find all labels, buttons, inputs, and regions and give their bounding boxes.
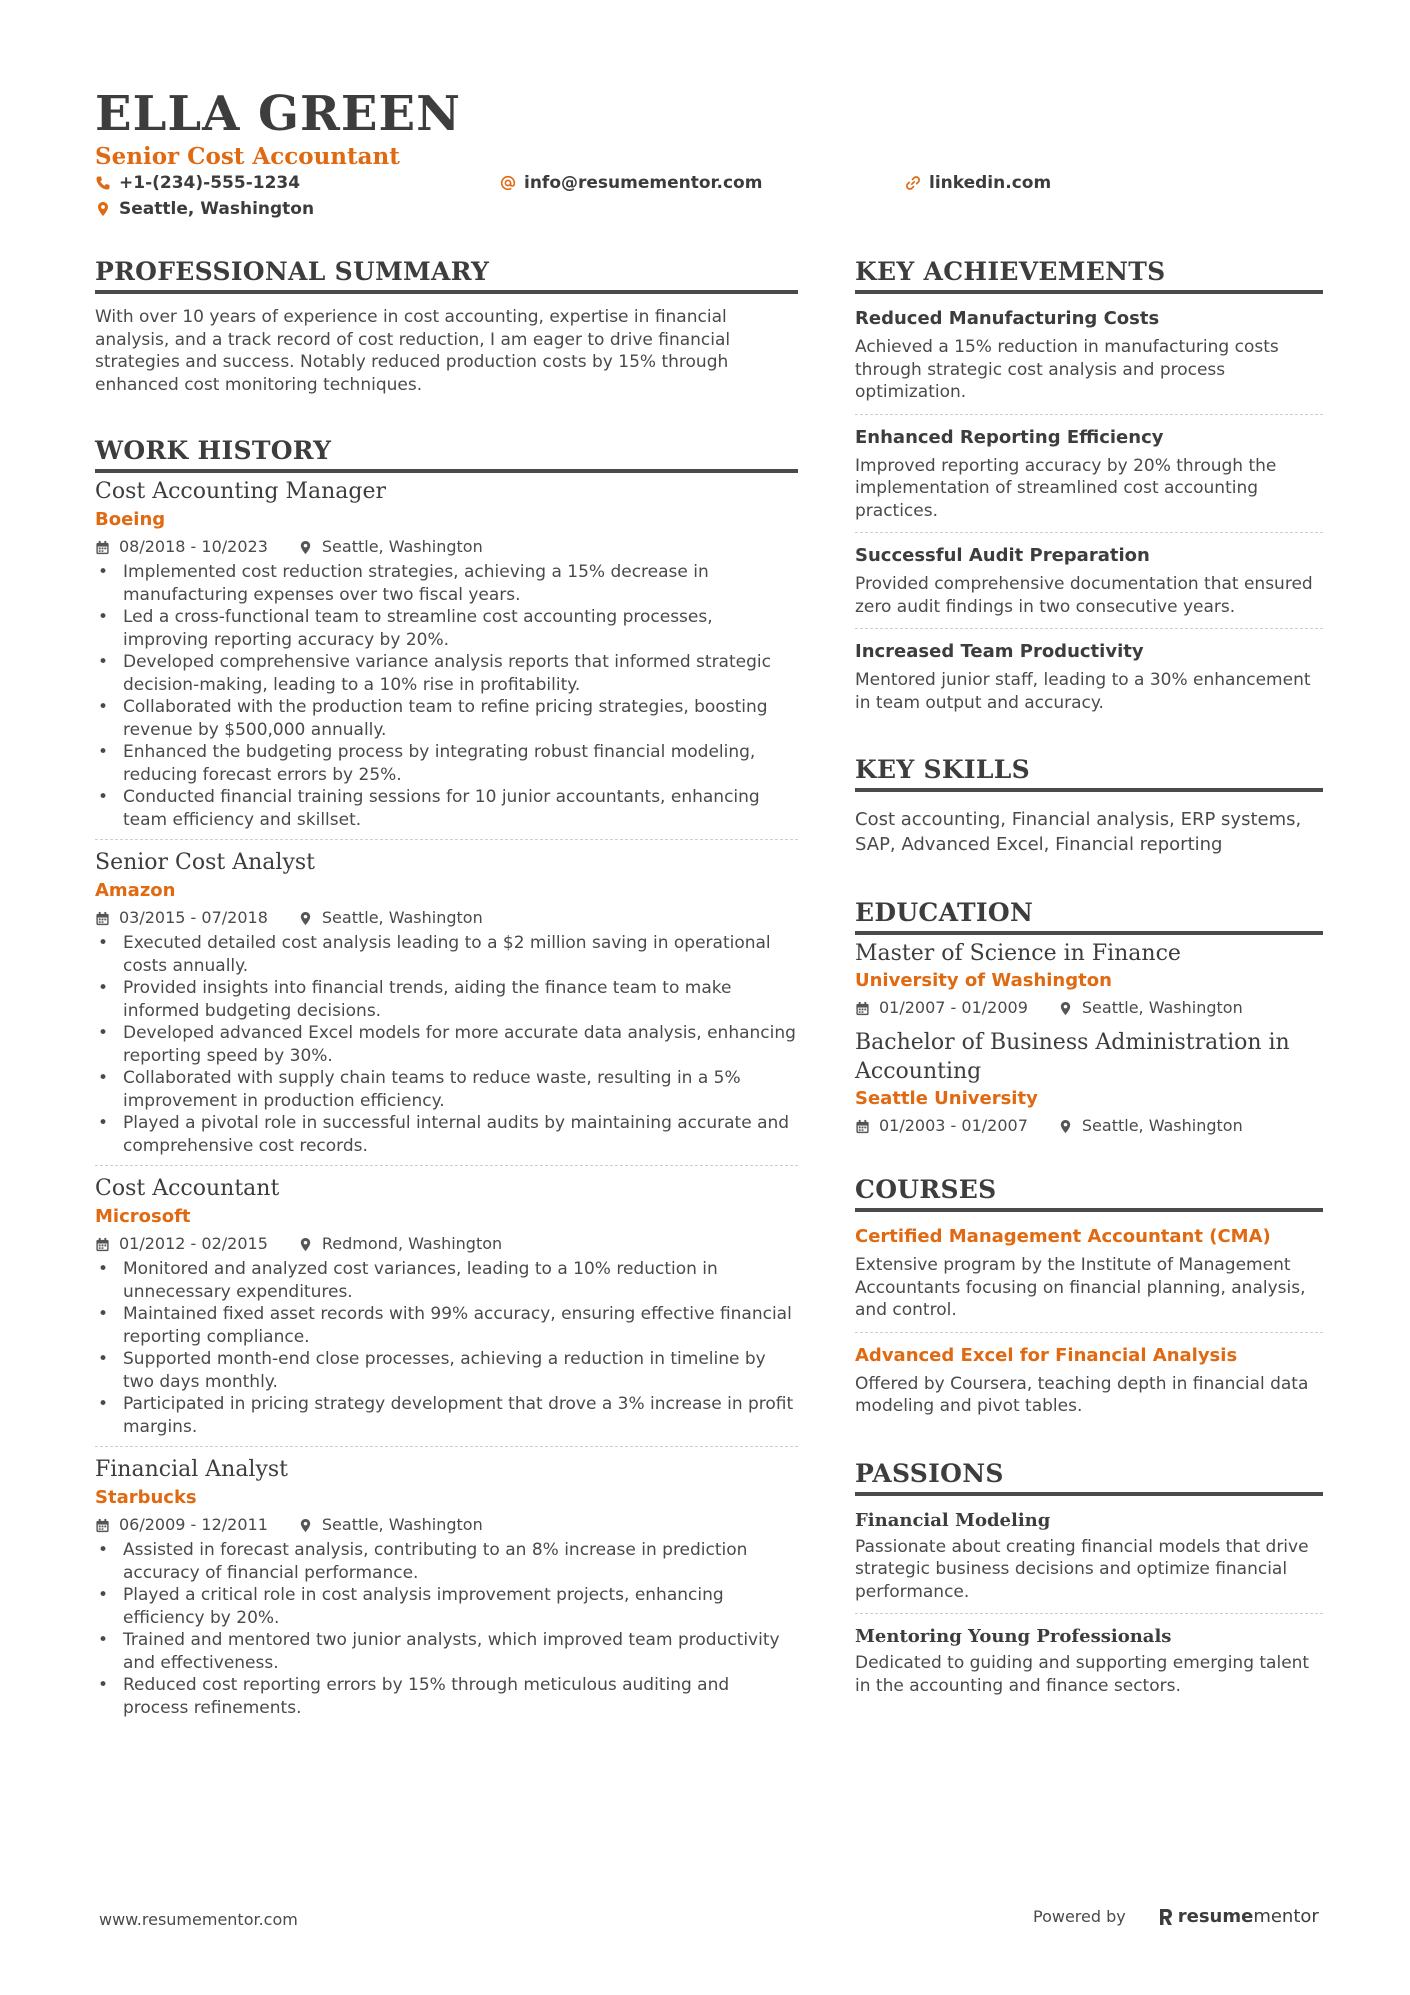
passions-section [855,1458,1323,1698]
work-heading: WORK HISTORY [95,435,798,473]
achievement-title: Enhanced Reporting Efficiency [855,426,1164,448]
resumementor-logo-icon [1158,1907,1174,1927]
achievement-text: Improved reporting accuracy by 20% through the implementation of streamlined cost accounting practices. [855,455,1277,521]
bullet-item: • Executed detailed cost analysis leading to a $2 million saving in operational costs annually. [123,932,798,977]
education-heading: EDUCATION [855,897,1323,935]
skills-heading: KEY SKILLS [855,754,1323,792]
contact-linkedin[interactable] [905,172,1051,194]
contact-email[interactable] [500,172,762,194]
calendar-icon [855,1119,870,1134]
course-title: Certified Management Accountant (CMA) [855,1226,1271,1247]
job-title: Financial Analyst [95,1457,289,1482]
job-company: Microsoft [95,1206,191,1227]
job-location: Seattle, Washington [321,537,483,556]
summary-heading: PROFESSIONAL SUMMARY [95,256,798,294]
divider [855,1332,1323,1333]
job-dates: 06/2009 - 12/2011 [119,1515,268,1534]
job-company: Boeing [95,509,166,530]
divider [95,1446,798,1447]
job-title: Cost Accountant [95,1176,280,1201]
bullet-item: • Led a cross-functional team to streamline cost accounting processes, improving reporting accuracy by 20%. [123,606,798,651]
job-company: Starbucks [95,1487,197,1508]
course-title: Advanced Excel for Financial Analysis [855,1344,1238,1366]
brand-light: mentor [1253,1906,1319,1927]
passion-text: Dedicated to guiding and supporting emerging talent in the accounting and finance sectors. [855,1653,1310,1696]
divider [95,839,798,840]
job-company: Amazon [95,880,176,901]
bullet-item: • Assisted in forecast analysis, contributing to an 8% increase in prediction accuracy of financial performance. [123,1539,798,1584]
calendar-icon [95,540,110,555]
divider [855,628,1323,629]
education-dates: 01/2007 - 01/2009 [879,998,1028,1017]
bullet-item: • Enhanced the budgeting process by integrating robust financial modeling, reducing forecast errors by 25%. [123,741,798,786]
degree-title: Master of Science in Finance [855,941,1181,966]
calendar-icon [855,1001,870,1016]
right-column [855,256,1323,1697]
link-icon [905,175,921,191]
education-location: Seattle, Washington [1081,1116,1243,1135]
job-dates: 01/2012 - 02/2015 [119,1234,268,1253]
achievement-text: Provided comprehensive documentation that ensured zero audit findings in two consecutive years. [855,574,1313,617]
phone-icon [95,175,111,191]
education-section [855,897,1323,1138]
bullet-item: • Trained and mentored two junior analysts, which improved team productivity and effectiveness. [123,1629,798,1674]
location-text: Seattle, Washington [119,199,315,219]
divider [855,1613,1323,1614]
bullet-item: • Supported month-end close processes, achieving a reduction in timeline by two days monthly. [123,1348,798,1393]
courses-section [855,1174,1323,1418]
degree-title: Bachelor of Business Administration in Accounting [855,1030,1290,1084]
bullet-item: • Collaborated with supply chain teams to reduce waste, resulting in a 5% improvement in production efficiency. [123,1067,798,1112]
job-bullets [95,1258,798,1438]
job-title: Cost Accounting Manager [95,479,386,504]
job-meta [95,1513,798,1537]
bullet-item: • Monitored and analyzed cost variances, leading to a 10% reduction in unnecessary expenditures. [123,1258,798,1303]
contact-location [95,198,314,220]
bullet-item: • Played a pivotal role in successful internal audits by maintaining accurate and comprehensive cost records. [123,1112,798,1157]
achievement-item [855,306,1323,404]
job-location: Seattle, Washington [321,908,483,927]
job-bullets [95,1539,798,1719]
bullet-item: • Reduced cost reporting errors by 15% through meticulous auditing and process refinements. [123,1674,798,1719]
skills-section [855,754,1323,857]
candidate-name: ELLA GREEN [95,86,461,142]
summary-section [95,256,798,396]
education-item [855,939,1323,1020]
job-bullets [95,932,798,1157]
linkedin-text: linkedin.com [929,173,1052,193]
phone-text: +1-(234)-555-1234 [119,173,301,193]
bullet-item: • Conducted financial training sessions for 10 junior accountants, enhancing team efficiency and skillset. [123,786,798,831]
calendar-icon [95,1518,110,1533]
education-meta [855,1114,1323,1138]
education-item [855,1028,1323,1138]
job-title: Senior Cost Analyst [95,850,316,875]
school-name: University of Washington [855,970,1112,991]
bullet-item: • Developed comprehensive variance analysis reports that informed strategic decision-making, leading to a 10% rise in profitability. [123,651,798,696]
course-item [855,1343,1323,1418]
job-location: Seattle, Washington [321,1515,483,1534]
passion-title: Mentoring Young Professionals [855,1626,1172,1647]
location-pin-icon [95,201,111,217]
job-meta [95,906,798,930]
skills-text: Cost accounting, Financial analysis, ERP systems, SAP, Advanced Excel, Financial reporting [855,809,1302,855]
job-bullets [95,561,798,831]
bullet-item: • Maintained fixed asset records with 99% accuracy, ensuring effective financial reporting compliance. [123,1303,798,1348]
course-text: Extensive program by the Institute of Management Accountants focusing on financial planning, analysis, and control. [855,1255,1306,1320]
location-pin-icon [1058,1119,1073,1134]
contact-phone [95,172,300,194]
footer-powered [1033,1906,1319,1927]
passion-text: Passionate about creating financial models that drive strategic business decisions and optimize financial performance. [855,1536,1309,1602]
bullet-item: • Developed advanced Excel models for more accurate data analysis, enhancing reporting speed by 30%. [123,1022,798,1067]
work-section [95,435,798,1719]
location-pin-icon [298,1518,313,1533]
footer-website[interactable]: www.resumementor.com [99,1910,298,1929]
achievement-title: Increased Team Productivity [855,641,1144,662]
achievements-heading: KEY ACHIEVEMENTS [855,256,1323,294]
school-name: Seattle University [855,1088,1038,1109]
education-meta [855,996,1323,1020]
bullet-item: • Collaborated with the production team to refine pricing strategies, boosting revenue by $500,000 annually. [123,696,798,741]
achievements-section [855,256,1323,714]
calendar-icon [95,1237,110,1252]
left-column [95,256,798,1719]
bullet-item: • Participated in pricing strategy development that drove a 3% increase in profit margins. [123,1393,798,1438]
location-pin-icon [298,911,313,926]
bullet-item: • Provided insights into financial trends, aiding the finance team to make informed budgeting decisions. [123,977,798,1022]
job-dates: 08/2018 - 10/2023 [119,537,268,556]
at-icon [500,175,516,191]
achievement-item [855,639,1323,714]
candidate-role: Senior Cost Accountant [95,143,400,170]
job-meta [95,1232,798,1256]
job-meta [95,535,798,559]
brand-bold: resume [1177,1906,1254,1927]
achievement-title: Reduced Manufacturing Costs [855,308,1160,329]
achievement-text: Achieved a 15% reduction in manufacturing costs through strategic cost analysis and process optimization. [855,337,1279,402]
location-pin-icon [298,540,313,555]
location-pin-icon [1058,1001,1073,1016]
passions-heading: PASSIONS [855,1458,1323,1496]
education-location: Seattle, Washington [1081,998,1243,1017]
achievement-item [855,425,1323,523]
course-text: Offered by Coursera, teaching depth in financial data modeling and pivot tables. [855,1373,1309,1416]
brand-logo[interactable] [1158,1906,1319,1927]
passion-item [855,1624,1323,1697]
job-location: Redmond, Washington [321,1234,503,1253]
powered-by-text: Powered by [1033,1907,1126,1926]
achievement-title: Successful Audit Preparation [855,545,1150,566]
job-entry [95,1455,798,1719]
email-text: info@resumementor.com [524,173,763,193]
course-item [855,1224,1323,1322]
courses-heading: COURSES [855,1174,1323,1212]
job-entry [95,477,798,831]
job-dates: 03/2015 - 07/2018 [119,908,268,927]
job-entry [95,1174,798,1438]
divider [855,532,1323,533]
achievement-item [855,543,1323,618]
education-dates: 01/2003 - 01/2007 [879,1116,1028,1135]
achievement-text: Mentored junior staff, leading to a 30% enhancement in team output and accuracy. [855,670,1311,713]
passion-title: Financial Modeling [855,1509,1051,1531]
location-pin-icon [298,1237,313,1252]
bullet-item: • Implemented cost reduction strategies, achieving a 15% decrease in manufacturing expenses over two fiscal years. [123,561,798,606]
divider [855,414,1323,415]
calendar-icon [95,911,110,926]
passion-item [855,1508,1323,1604]
summary-text: With over 10 years of experience in cost accounting, expertise in financial analysis, and a track record of cost reduction, I am eager to drive financial strategies and success. Notably reduced production costs by 15% through enhanced cost monitoring techniques. [95,307,731,395]
job-entry [95,848,798,1157]
bullet-item: • Played a critical role in cost analysis improvement projects, enhancing efficiency by 20%. [123,1584,798,1629]
divider [95,1165,798,1166]
